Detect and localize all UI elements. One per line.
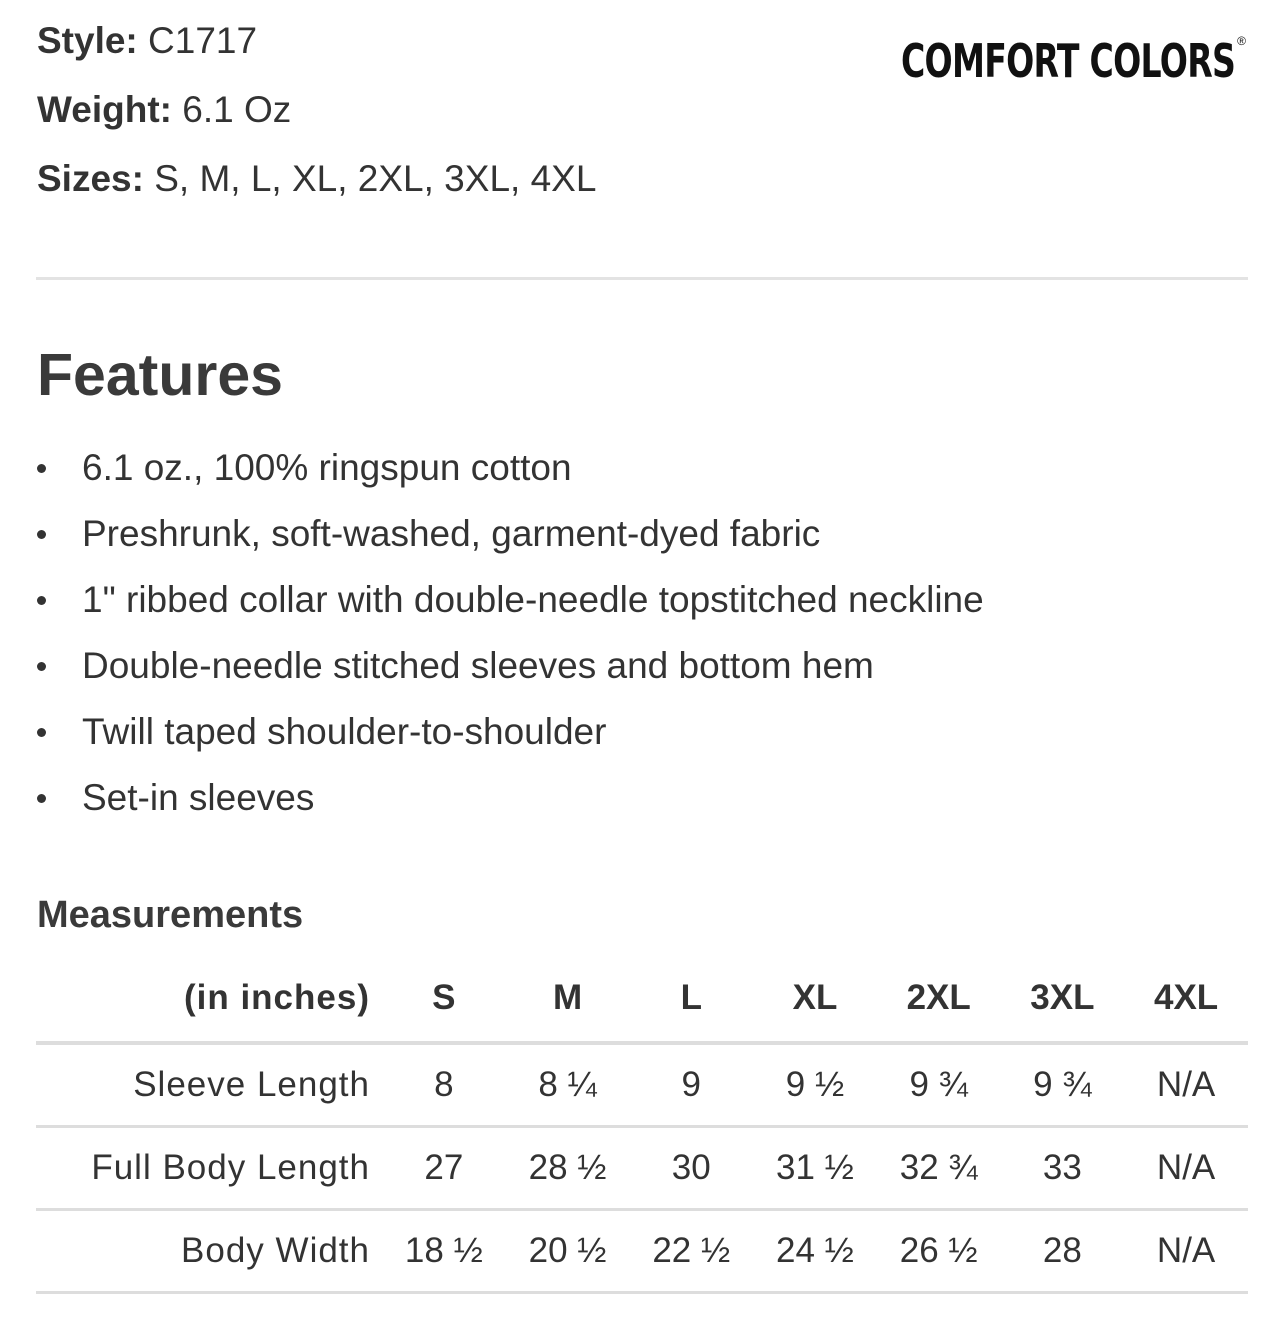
table-cell: 9 ¾ <box>1001 1043 1125 1127</box>
table-cell: 9 ¾ <box>877 1043 1001 1127</box>
table-cell: 26 ½ <box>877 1210 1001 1293</box>
registered-mark: ® <box>1237 34 1246 48</box>
table-cell: 33 <box>1001 1127 1125 1210</box>
table-cell: N/A <box>1124 1043 1248 1127</box>
feature-item <box>37 766 984 832</box>
table-cell: 28 <box>1001 1210 1125 1293</box>
table-header-row <box>36 955 1248 1043</box>
feature-item <box>37 502 984 568</box>
features-heading: Features <box>37 342 283 408</box>
style-line <box>37 22 596 91</box>
feature-text: Twill taped shoulder-to-shoulder <box>82 711 607 752</box>
feature-text: Preshrunk, soft-washed, garment-dyed fabric <box>82 513 821 554</box>
row-label: Sleeve Length <box>36 1043 382 1127</box>
brand-name: COMFORT COLORS <box>900 34 1236 88</box>
table-cell: 28 ½ <box>506 1127 630 1210</box>
bullet-icon <box>37 662 46 671</box>
column-header: 4XL <box>1124 955 1248 1043</box>
bullet-icon <box>37 596 46 605</box>
features-list <box>37 436 984 832</box>
feature-item <box>37 568 984 634</box>
style-value: C1717 <box>148 20 258 61</box>
feature-text: Set-in sleeves <box>82 777 315 818</box>
feature-item <box>37 634 984 700</box>
column-header: L <box>629 955 753 1043</box>
column-header: S <box>382 955 506 1043</box>
bullet-icon <box>37 728 46 737</box>
table-cell: 8 <box>382 1043 506 1127</box>
sizes-label: Sizes: <box>37 158 144 199</box>
bullet-icon <box>37 464 46 473</box>
weight-value: 6.1 Oz <box>182 89 292 130</box>
column-header: 2XL <box>877 955 1001 1043</box>
table-cell: 30 <box>629 1127 753 1210</box>
table-cell: 18 ½ <box>382 1210 506 1293</box>
column-header: M <box>506 955 630 1043</box>
table-cell: 31 ½ <box>753 1127 877 1210</box>
feature-item <box>37 436 984 502</box>
unit-header: (in inches) <box>36 955 382 1043</box>
table-cell: N/A <box>1124 1210 1248 1293</box>
feature-item <box>37 700 984 766</box>
table-cell: 32 ¾ <box>877 1127 1001 1210</box>
bullet-icon <box>37 794 46 803</box>
measurements-table <box>36 955 1248 1294</box>
table-row <box>36 1210 1248 1293</box>
sizes-value: S, M, L, XL, 2XL, 3XL, 4XL <box>154 158 597 199</box>
table-cell: 20 ½ <box>506 1210 630 1293</box>
table-cell: N/A <box>1124 1127 1248 1210</box>
weight-label: Weight: <box>37 89 172 130</box>
table-cell: 9 ½ <box>753 1043 877 1127</box>
section-divider <box>36 277 1248 280</box>
table-cell: 27 <box>382 1127 506 1210</box>
weight-line <box>37 91 596 160</box>
table-cell: 22 ½ <box>629 1210 753 1293</box>
table-cell: 8 ¼ <box>506 1043 630 1127</box>
column-header: 3XL <box>1001 955 1125 1043</box>
column-header: XL <box>753 955 877 1043</box>
table-cell: 9 <box>629 1043 753 1127</box>
row-label: Body Width <box>36 1210 382 1293</box>
row-label: Full Body Length <box>36 1127 382 1210</box>
brand-logo <box>771 30 1246 92</box>
feature-text: 6.1 oz., 100% ringspun cotton <box>82 447 572 488</box>
sizes-line <box>37 160 596 229</box>
table-row <box>36 1043 1248 1127</box>
table-row <box>36 1127 1248 1210</box>
feature-text: 1" ribbed collar with double-needle topstitched neckline <box>82 579 984 620</box>
product-specs <box>37 22 596 229</box>
bullet-icon <box>37 530 46 539</box>
style-label: Style: <box>37 20 138 61</box>
measurements-heading: Measurements <box>37 894 304 936</box>
feature-text: Double-needle stitched sleeves and bottom hem <box>82 645 874 686</box>
table-cell: 24 ½ <box>753 1210 877 1293</box>
